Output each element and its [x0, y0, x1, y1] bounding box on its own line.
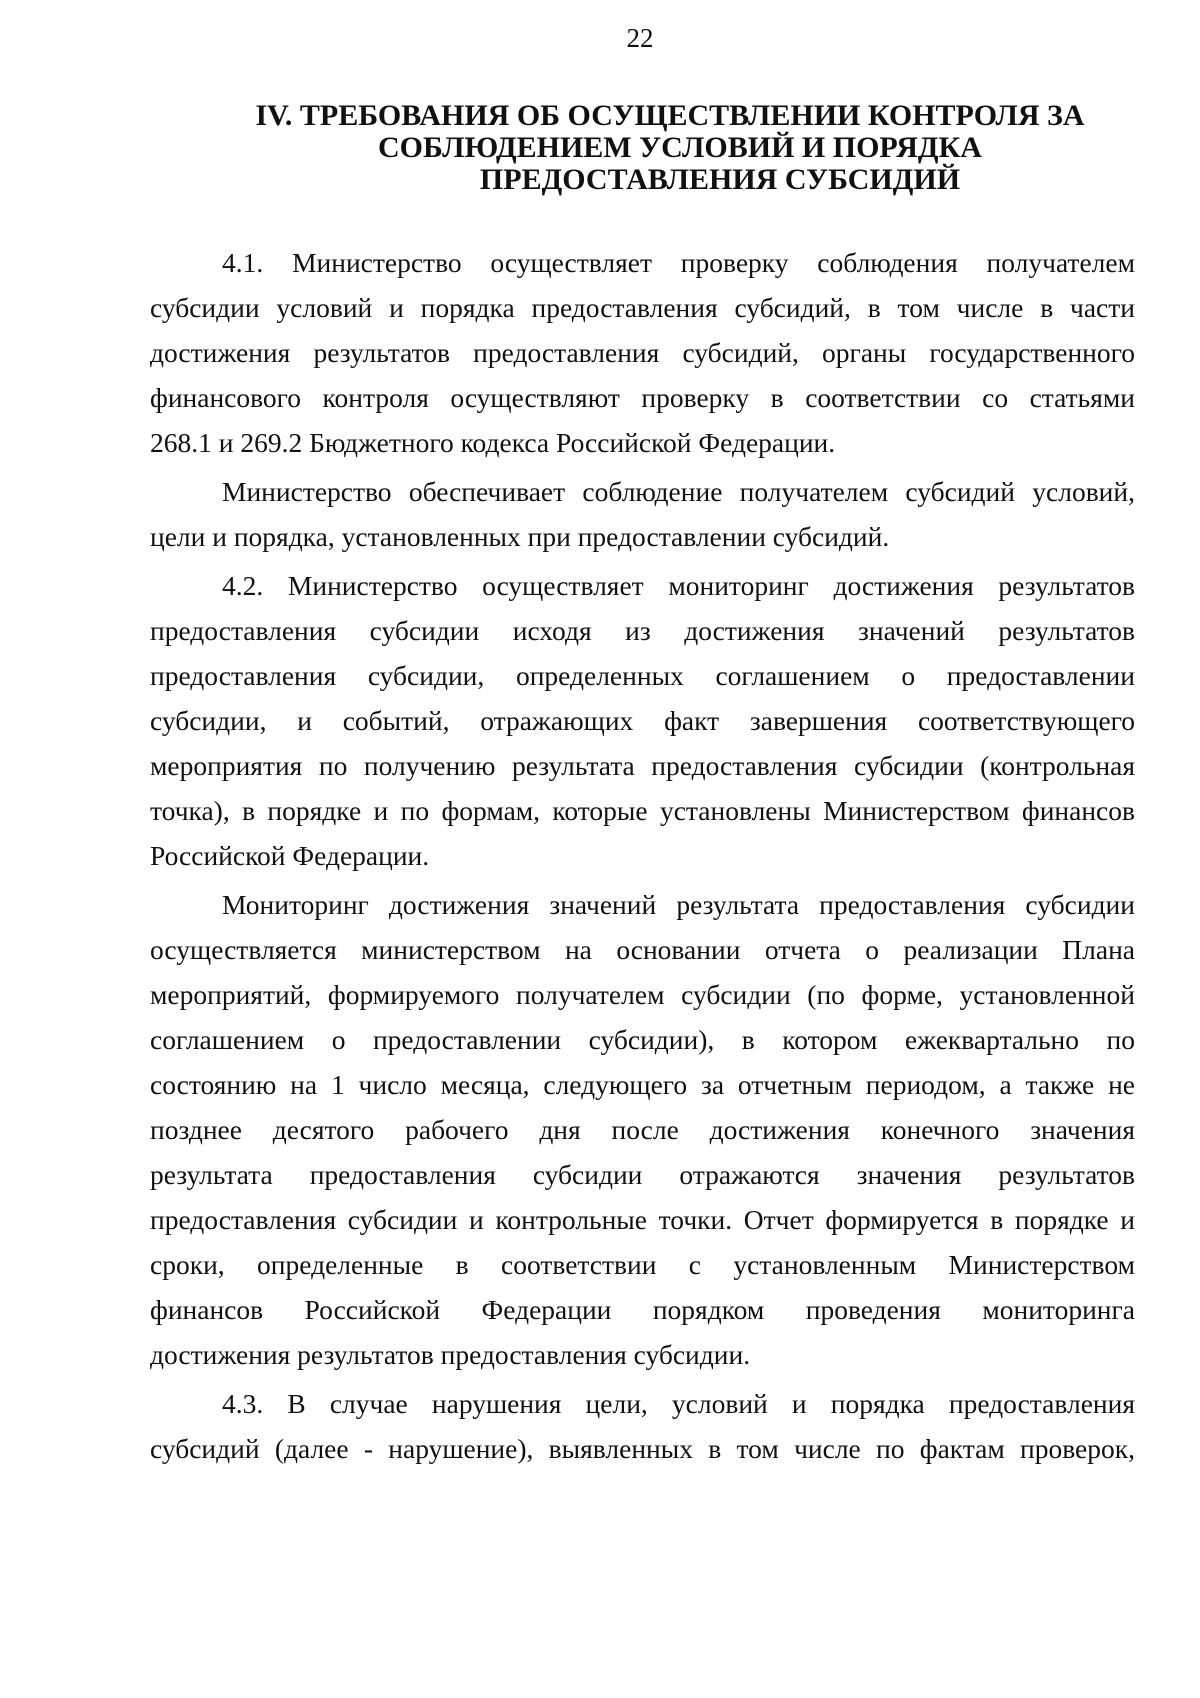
paragraph: [150, 882, 1135, 1377]
paragraph-line: осуществляется министерством на основании отчета о реализации Плана: [150, 934, 1135, 965]
section-heading: [250, 100, 1090, 196]
paragraph: [150, 240, 1135, 465]
paragraph-line: предоставления субсидии, определенных соглашением о предоставлении: [150, 660, 1135, 691]
paragraph-line: соглашением о предоставлении субсидии), в котором ежеквартально по: [150, 1024, 1135, 1055]
page-number: 22: [626, 23, 654, 53]
paragraph-line: достижения результатов предоставления субсидии.: [150, 1339, 751, 1370]
paragraph-line: субсидии условий и порядка предоставления субсидий, в том числе в части: [150, 292, 1135, 323]
paragraph-line: Российской Федерации.: [150, 840, 430, 871]
paragraph-line: цели и порядка, установленных при предоставлении субсидий.: [150, 521, 890, 552]
paragraph-line: сроки, определенные в соответствии с установленным Министерством: [150, 1249, 1135, 1280]
paragraph: [150, 469, 1135, 559]
paragraph-line: Мониторинг достижения значений результата предоставления субсидии: [222, 889, 1135, 920]
paragraph-line: 4.1. Министерство осуществляет проверку соблюдения получателем: [222, 247, 1135, 278]
paragraph-line: мероприятия по получению результата предоставления субсидии (контрольная: [150, 750, 1135, 781]
paragraph-line: предоставления субсидии и контрольные точки. Отчет формируется в порядке и: [150, 1204, 1135, 1235]
paragraph-line: 4.3. В случае нарушения цели, условий и порядка предоставления: [222, 1388, 1135, 1419]
paragraph-line: достижения результатов предоставления субсидий, органы государственного: [150, 337, 1135, 368]
paragraph-line: субсидий (далее - нарушение), выявленных в том числе по фактам проверок,: [150, 1433, 1135, 1464]
paragraph-line: субсидии, и событий, отражающих факт завершения соответствующего: [150, 705, 1135, 736]
paragraph-line: мероприятий, формируемого получателем субсидии (по форме, установленной: [150, 979, 1135, 1010]
paragraph-line: точка), в порядке и по формам, которые установлены Министерством финансов: [150, 795, 1135, 826]
paragraph-line: финансов Российской Федерации порядком проведения мониторинга: [150, 1294, 1135, 1325]
paragraph-line: Министерство обеспечивает соблюдение получателем субсидий условий,: [222, 476, 1135, 507]
paragraph: [150, 1381, 1135, 1471]
paragraph-line: финансового контроля осуществляют проверку в соответствии со статьями: [150, 382, 1135, 413]
paragraph-line: состоянию на 1 число месяца, следующего за отчетным периодом, а также не: [150, 1069, 1135, 1100]
section-heading-line-3: ПРЕДОСТАВЛЕНИЯ СУБСИДИЙ: [479, 163, 961, 196]
paragraph-line: 268.1 и 269.2 Бюджетного кодекса Российской Федерации.: [150, 427, 836, 458]
paragraph-line: предоставления субсидии исходя из достижения значений результатов: [150, 615, 1135, 646]
paragraph: [150, 563, 1135, 878]
paragraph-line: результата предоставления субсидии отражаются значения результатов: [150, 1159, 1135, 1190]
paragraph-line: 4.2. Министерство осуществляет мониторинг достижения результатов: [222, 570, 1135, 601]
body-text: [150, 240, 1135, 1475]
section-heading-line-2: СОБЛЮДЕНИЕМ УСЛОВИЙ И ПОРЯДКА: [378, 131, 982, 164]
section-heading-line-1: IV. ТРЕБОВАНИЯ ОБ ОСУЩЕСТВЛЕНИИ КОНТРОЛЯ ЗА: [255, 99, 1085, 132]
paragraph-line: позднее десятого рабочего дня после достижения конечного значения: [150, 1114, 1135, 1145]
